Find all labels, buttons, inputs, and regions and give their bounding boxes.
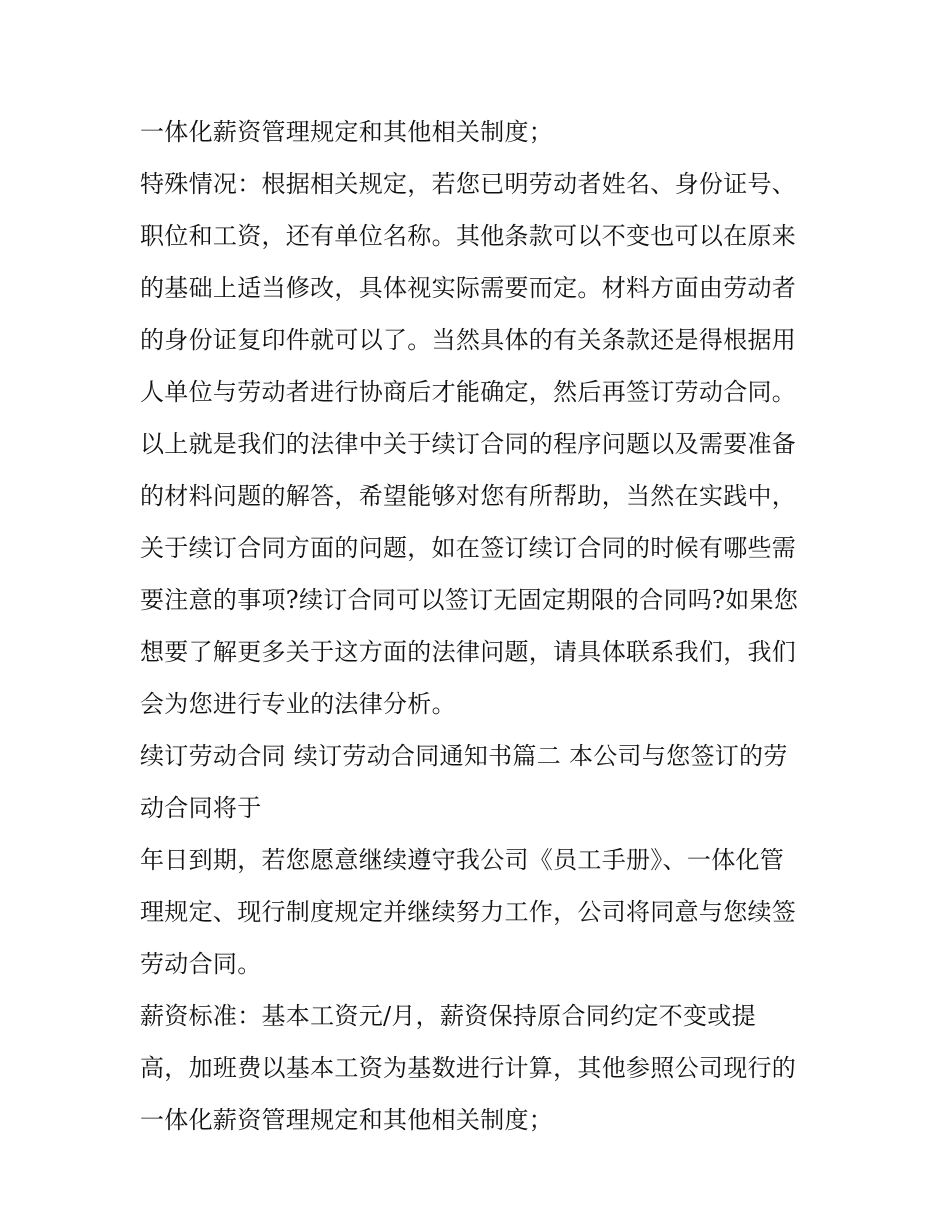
text-line: 特殊情况：根据相关规定，若您已明劳动者姓名、身份证号、 <box>140 170 797 198</box>
text-line: 关于续订合同方面的问题，如在签订续订合同的时候有哪些需 <box>140 534 797 562</box>
text-line: 职位和工资，还有单位名称。其他条款可以不变也可以在原来 <box>140 222 797 250</box>
text-line: 的材料问题的解答，希望能够对您有所帮助，当然在实践中， <box>140 482 797 510</box>
text-line: 理规定、现行制度规定并继续努力工作，公司将同意与您续签 <box>140 898 797 926</box>
text-line: 年日到期，若您愿意继续遵守我公司《员工手册》、一体化管 <box>140 846 785 874</box>
text-line: 一体化薪资管理规定和其他相关制度； <box>140 118 554 146</box>
text-line: 一体化薪资管理规定和其他相关制度； <box>140 1106 554 1134</box>
text-line: 想要了解更多关于这方面的法律问题，请具体联系我们，我们 <box>140 638 797 666</box>
text-line: 人单位与劳动者进行协商后才能确定，然后再签订劳动合同。 <box>140 378 797 406</box>
text-line: 劳动合同。 <box>140 950 262 978</box>
text-line: 高，加班费以基本工资为基数进行计算，其他参照公司现行的 <box>140 1054 797 1082</box>
text-line: 的身份证复印件就可以了。当然具体的有关条款还是得根据用 <box>140 326 797 354</box>
text-line: 续订劳动合同 续订劳动合同通知书篇二 本公司与您签订的劳 <box>140 742 788 770</box>
text-line: 以上就是我们的法律中关于续订合同的程序问题以及需要准备 <box>140 430 797 458</box>
text-line: 的基础上适当修改，具体视实际需要而定。材料方面由劳动者 <box>140 274 797 302</box>
document-body <box>140 106 830 1146</box>
text-line: 薪资标准：基本工资元/月，薪资保持原合同约定不变或提 <box>140 1002 756 1030</box>
text-line: 动合同将于 <box>140 794 262 822</box>
text-line: 会为您进行专业的法律分析。 <box>140 690 456 718</box>
text-line: 要注意的事项?续订合同可以签订无固定期限的合同吗?如果您 <box>140 586 799 614</box>
